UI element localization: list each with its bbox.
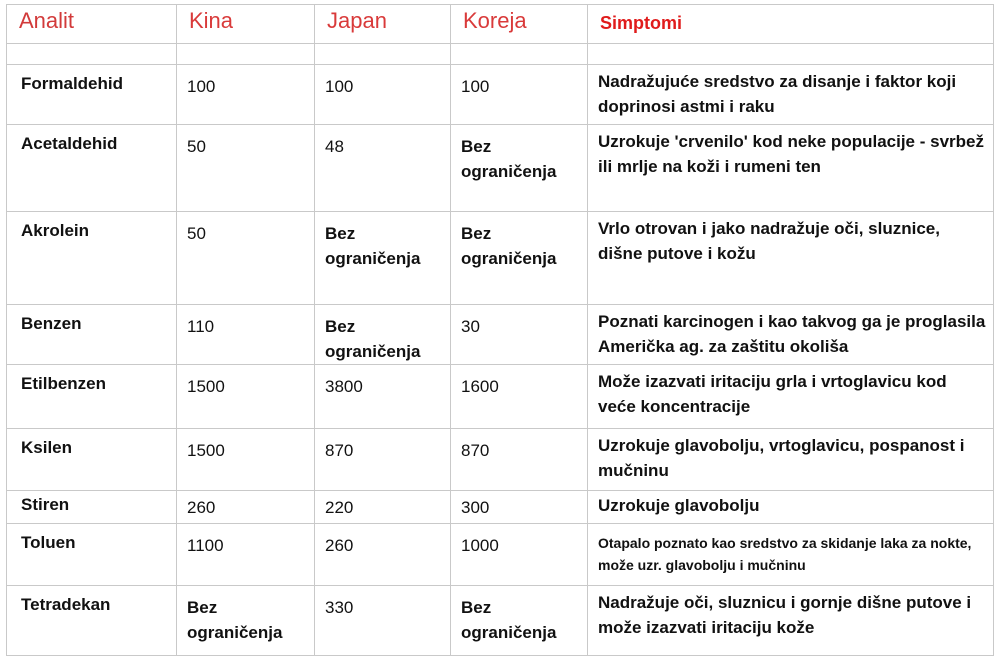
- cell-koreja: 30: [451, 305, 588, 365]
- table-row: [7, 65, 994, 125]
- header-simptomi: Simptomi: [588, 5, 994, 44]
- cell-koreja: 100: [451, 65, 588, 125]
- table-row: [7, 429, 994, 491]
- cell-simptomi: Uzrokuje glavobolju, vrtoglavicu, pospanost i mučninu: [588, 429, 994, 491]
- header-kina: Kina: [177, 5, 315, 44]
- empty-cell: [451, 44, 588, 65]
- cell-koreja: Bez ograničenja: [451, 586, 588, 656]
- cell-analit: Formaldehid: [7, 65, 177, 125]
- cell-kina: 1500: [177, 429, 315, 491]
- cell-simptomi: Može izazvati iritaciju grla i vrtoglavicu kod veće koncentracije: [588, 365, 994, 429]
- cell-simptomi: Uzrokuje 'crvenilo' kod neke populacije - svrbež ili mrlje na koži i rumeni ten: [588, 125, 994, 212]
- cell-analit: Benzen: [7, 305, 177, 365]
- header-koreja: Koreja: [451, 5, 588, 44]
- table-row: [7, 305, 994, 365]
- header-row: [7, 5, 994, 44]
- empty-cell: [7, 44, 177, 65]
- cell-simptomi: Otapalo poznato kao sredstvo za skidanje laka za nokte, može uzr. glavobolju i mučninu: [588, 524, 994, 586]
- cell-japan: 48: [315, 125, 451, 212]
- cell-simptomi: Nadražujuće sredstvo za disanje i faktor koji doprinosi astmi i raku: [588, 65, 994, 125]
- cell-simptomi: Poznati karcinogen i kao takvog ga je proglasila Američka ag. za zaštitu okoliša: [588, 305, 994, 365]
- empty-cell: [588, 44, 994, 65]
- cell-kina: 50: [177, 212, 315, 305]
- cell-analit: Etilbenzen: [7, 365, 177, 429]
- cell-japan: 260: [315, 524, 451, 586]
- cell-kina: Bez ograničenja: [177, 586, 315, 656]
- cell-simptomi: Vrlo otrovan i jako nadražuje oči, sluznice, dišne putove i kožu: [588, 212, 994, 305]
- cell-japan: 100: [315, 65, 451, 125]
- cell-analit: Ksilen: [7, 429, 177, 491]
- cell-koreja: 1000: [451, 524, 588, 586]
- table-row: [7, 125, 994, 212]
- empty-cell: [315, 44, 451, 65]
- header-analit: Analit: [7, 5, 177, 44]
- empty-cell: [177, 44, 315, 65]
- cell-japan: 870: [315, 429, 451, 491]
- cell-kina: 1500: [177, 365, 315, 429]
- cell-kina: 100: [177, 65, 315, 125]
- cell-japan: 330: [315, 586, 451, 656]
- cell-koreja: 870: [451, 429, 588, 491]
- cell-analit: Akrolein: [7, 212, 177, 305]
- cell-kina: 260: [177, 491, 315, 524]
- table-row: [7, 212, 994, 305]
- analyte-limits-table: [6, 4, 994, 656]
- spacer-row: [7, 44, 994, 65]
- cell-japan: 220: [315, 491, 451, 524]
- cell-kina: 50: [177, 125, 315, 212]
- table-row: [7, 365, 994, 429]
- cell-analit: Stiren: [7, 491, 177, 524]
- table-row: [7, 586, 994, 656]
- cell-koreja: Bez ograničenja: [451, 212, 588, 305]
- table-row: [7, 524, 994, 586]
- cell-koreja: 1600: [451, 365, 588, 429]
- table-row: [7, 491, 994, 524]
- cell-analit: Tetradekan: [7, 586, 177, 656]
- cell-japan: Bez ograničenja: [315, 305, 451, 365]
- cell-koreja: 300: [451, 491, 588, 524]
- cell-koreja: Bez ograničenja: [451, 125, 588, 212]
- cell-simptomi: Uzrokuje glavobolju: [588, 491, 994, 524]
- cell-kina: 1100: [177, 524, 315, 586]
- cell-japan: Bez ograničenja: [315, 212, 451, 305]
- cell-simptomi: Nadražuje oči, sluznicu i gornje dišne putove i može izazvati iritaciju kože: [588, 586, 994, 656]
- cell-kina: 110: [177, 305, 315, 365]
- cell-analit: Acetaldehid: [7, 125, 177, 212]
- cell-japan: 3800: [315, 365, 451, 429]
- header-japan: Japan: [315, 5, 451, 44]
- cell-analit: Toluen: [7, 524, 177, 586]
